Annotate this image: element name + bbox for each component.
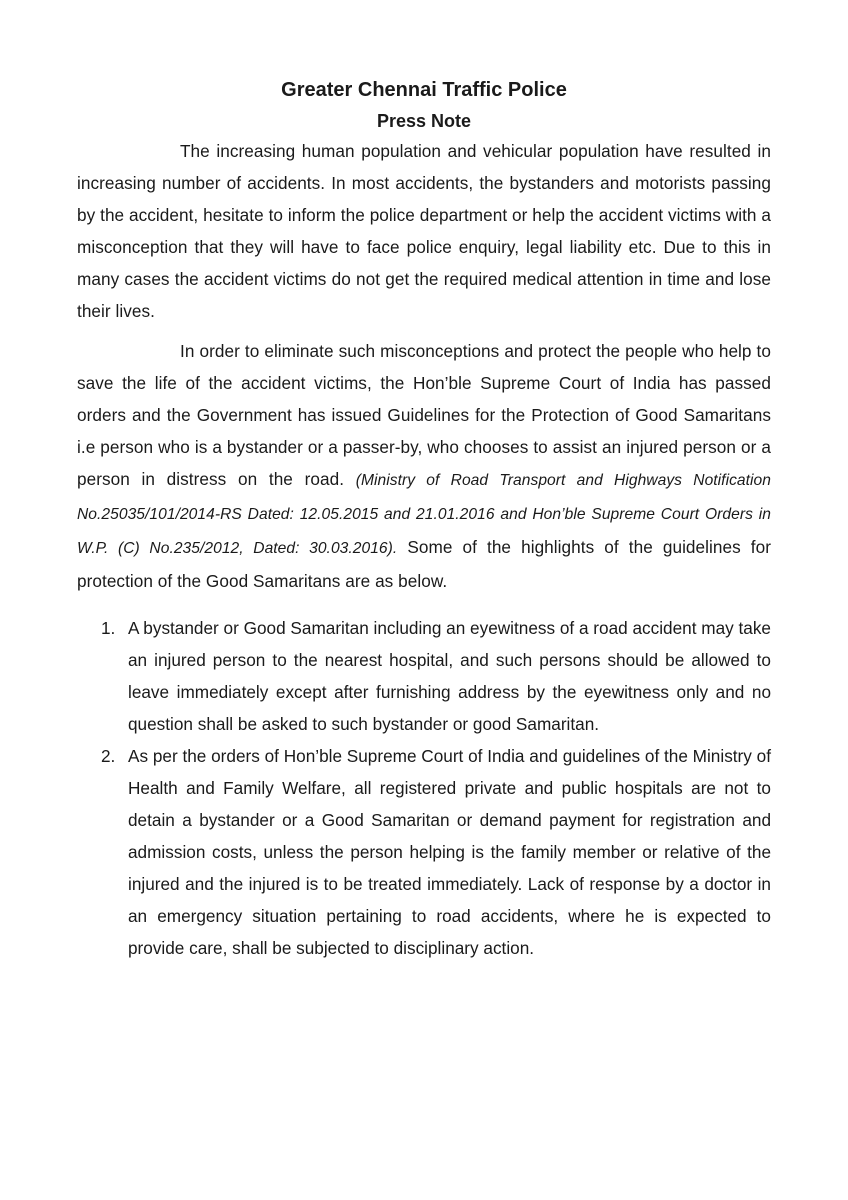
paragraph-intro	[77, 135, 771, 327]
list-item-number: 1.	[101, 618, 116, 638]
citation-text: (Ministry of Road Transport and Highways Notification No.25035/101/2014-RS Dated: 12.05.2015 and 21.01.2016 and Hon’ble Supreme Court Orders in W.P. (C) No.235/2012, Dated: 30.03.2016).	[77, 472, 771, 557]
document-subtitle: Press Note	[376, 111, 472, 131]
document-title: Greater Chennai Traffic Police	[281, 79, 567, 101]
paragraph-intro-text: The increasing human population and vehicular population have resulted in increasing number of accidents. In most accidents, the bystanders and motorists passing by the accident, hesitate to inform the police department or help the accident victims with a misconception that they will have to face police enquiry, legal liability etc. Due to this in many cases the accident victims do not get the required medical attention in time and lose their lives.	[77, 141, 771, 321]
guidelines-list	[77, 612, 771, 964]
paragraph-guidelines-text: In order to eliminate such misconceptions and protect the people who help to save the life of the accident victims, the Hon’ble Supreme Court of India has passed orders and the Government has issued Guidelines for the Protection of Good Samaritans i.e person who is a bystander or a passer-by, who chooses to assist an injured person or a person in distress on the road.	[77, 341, 771, 489]
paragraph-guidelines-tail: Some of the highlights of the guidelines for protection of the Good Samaritans are as below.	[77, 537, 772, 591]
list-item-text: As per the orders of Hon’ble Supreme Court of India and guidelines of the Ministry of Health and Family Welfare, all registered private and public hospitals are not to detain a bystander or a Good Samaritan or demand payment for registration and admission costs, unless the person helping is the family member or relative of the injured and the injured is to be treated immediately. Lack of response by a doctor in an emergency situation pertaining to road accidents, where he is expected to provide care, shall be subjected to disciplinary action.	[128, 746, 771, 958]
paragraph-guidelines-intro	[77, 335, 771, 597]
list-item-text: A bystander or Good Samaritan including an eyewitness of a road accident may take an injured person to the nearest hospital, and such persons should be allowed to leave immediately except after furnishing address by the eyewitness only and no question shall be asked to such bystander or good Samaritan.	[128, 618, 771, 734]
list-item	[77, 612, 771, 740]
list-item	[77, 740, 771, 964]
list-item-number: 2.	[101, 746, 116, 766]
press-note-page	[77, 72, 771, 964]
